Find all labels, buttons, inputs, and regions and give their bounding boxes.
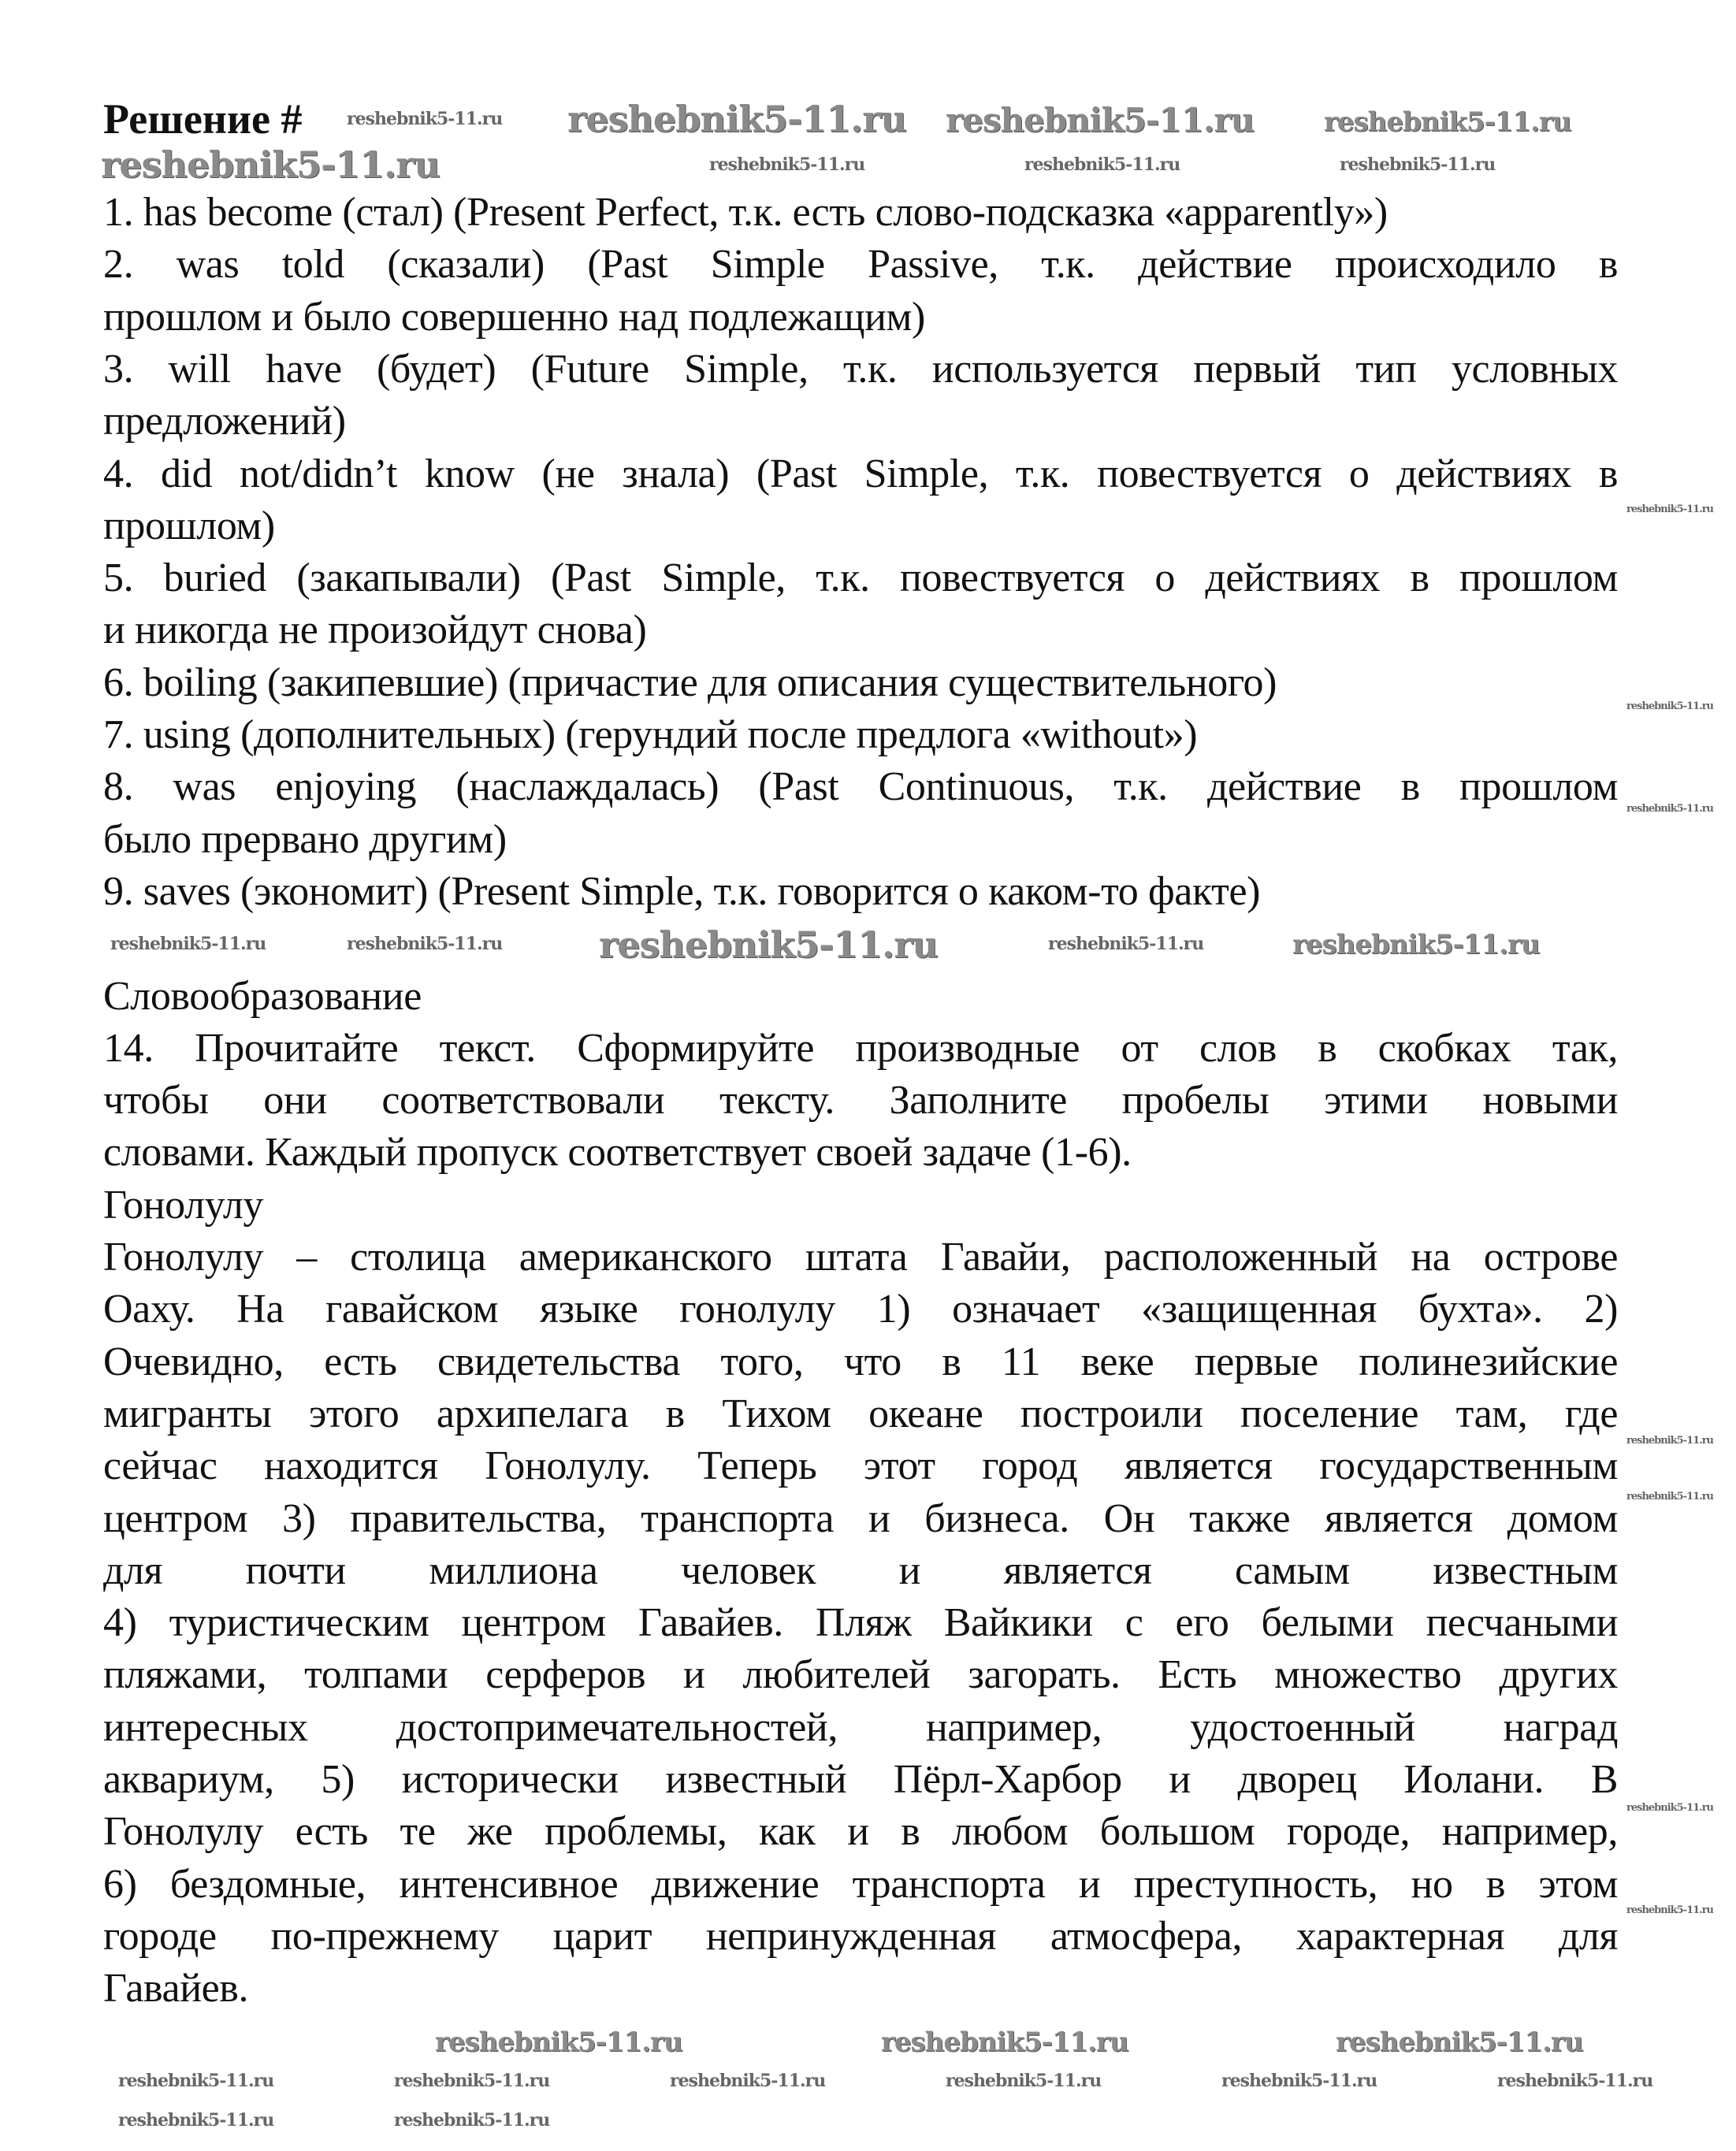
text-line: пляжами, толпами серферов и любителей загорать. Есть множество других bbox=[103, 1652, 1618, 1698]
watermark-logo: reshebnik5-11.ru bbox=[394, 2071, 550, 2091]
watermark-logo: reshebnik5-11.ru bbox=[1024, 154, 1180, 175]
text-line: предложений) bbox=[103, 399, 346, 444]
watermark-logo: reshebnik5-11.ru bbox=[1497, 2071, 1653, 2091]
text-line: сейчас находится Гонолулу. Теперь этот город является государственным bbox=[103, 1443, 1618, 1489]
text-line: 6. boiling (закипевшие) (причастие для описания существительного) bbox=[103, 659, 1277, 705]
watermark-logo: reshebnik5-11.ru bbox=[1324, 106, 1571, 138]
watermark-logo: reshebnik5-11.ru bbox=[394, 2110, 550, 2131]
watermark-logo: reshebnik5-11.ru bbox=[347, 934, 503, 954]
text-line: прошлом) bbox=[103, 503, 275, 548]
text-line: 14. Прочитайте текст. Сформируйте производные от слов в скобках так, bbox=[103, 1025, 1618, 1071]
text-line: и никогда не произойдут снова) bbox=[103, 607, 647, 653]
text-line: Очевидно, есть свидетельства того, что в 11 веке первые полинезийские bbox=[103, 1339, 1618, 1384]
text-line: 8. was enjoying (наслаждалась) (Past Continuous, т.к. действие в прошлом bbox=[103, 764, 1618, 810]
watermark-logo: reshebnik5-11.ru bbox=[709, 154, 865, 175]
text-line: 2. was told (сказали) (Past Simple Passive, т.к. действие происходило в bbox=[103, 242, 1618, 288]
text-line: аквариум, 5) исторически известный Пёрл-Харбор и дворец Иолани. В bbox=[103, 1757, 1618, 1802]
text-line: 6) бездомные, интенсивное движение транспорта и преступность, но в этом bbox=[103, 1861, 1618, 1907]
watermark-logo: reshebnik5-11.ru bbox=[1626, 1491, 1714, 1503]
watermark-logo: reshebnik5-11.ru bbox=[118, 2071, 274, 2091]
text-line: Гонолулу – столица американского штата Гавайи, расположенный на острове bbox=[103, 1235, 1618, 1280]
text-line: 9. saves (экономит) (Present Simple, т.к. говорится о каком-то факте) bbox=[103, 868, 1261, 914]
text-line: 5. buried (закапывали) (Past Simple, т.к. повествуется о действиях в прошлом bbox=[103, 555, 1618, 601]
watermark-logo: reshebnik5-11.ru bbox=[118, 2110, 274, 2131]
text-line: Оаху. На гавайском языке гонолулу 1) означает «защищенная бухта». 2) bbox=[103, 1287, 1618, 1332]
text-line: было прервано другим) bbox=[103, 816, 507, 862]
watermark-logo: reshebnik5-11.ru bbox=[1626, 1904, 1714, 1916]
watermark-logo: reshebnik5-11.ru bbox=[1626, 503, 1714, 515]
text-line: 1. has become (стал) (Present Perfect, т.к. есть слово-подсказка «apparently») bbox=[103, 190, 1388, 235]
text-line: чтобы они соответствовали тексту. Заполните пробелы этими новыми bbox=[103, 1078, 1618, 1124]
watermark-logo: reshebnik5-11.ru bbox=[101, 143, 440, 186]
watermark-logo: reshebnik5-11.ru bbox=[1292, 929, 1540, 960]
watermark-logo: reshebnik5-11.ru bbox=[435, 2027, 682, 2058]
text-line: для почти миллиона человек и является самым известным bbox=[103, 1547, 1618, 1593]
watermark-logo: reshebnik5-11.ru bbox=[567, 98, 906, 140]
watermark-logo: reshebnik5-11.ru bbox=[946, 2071, 1102, 2091]
watermark-logo: reshebnik5-11.ru bbox=[1626, 803, 1714, 815]
solution-heading: Решение # bbox=[103, 95, 303, 143]
watermark-logo: reshebnik5-11.ru bbox=[347, 109, 503, 129]
watermark-logo: reshebnik5-11.ru bbox=[1626, 1802, 1714, 1814]
watermark-logo: reshebnik5-11.ru bbox=[946, 101, 1255, 139]
watermark-logo: reshebnik5-11.ru bbox=[110, 934, 266, 954]
text-line: словами. Каждый пропуск соответствует своей задаче (1-6). bbox=[103, 1130, 1132, 1176]
watermark-logo: reshebnik5-11.ru bbox=[1626, 1435, 1714, 1447]
text-line: 4) туристическим центром Гавайев. Пляж Вайкики с его белыми песчаными bbox=[103, 1600, 1618, 1646]
watermark-logo: reshebnik5-11.ru bbox=[1048, 934, 1204, 954]
watermark-logo: reshebnik5-11.ru bbox=[1336, 2027, 1583, 2058]
text-line: Гавайев. bbox=[103, 1966, 249, 2012]
text-line: 4. did not/didn’t know (не знала) (Past Simple, т.к. повествуется о действиях в bbox=[103, 451, 1618, 496]
text-line: Словообразование bbox=[103, 973, 422, 1019]
text-line: Гонолулу есть те же проблемы, как и в любом большом городе, например, bbox=[103, 1809, 1618, 1855]
watermark-logo: reshebnik5-11.ru bbox=[1221, 2071, 1377, 2091]
watermark-logo: reshebnik5-11.ru bbox=[881, 2027, 1128, 2058]
text-line: мигранты этого архипелага в Тихом океане построили поселение там, где bbox=[103, 1391, 1618, 1436]
watermark-logo: reshebnik5-11.ru bbox=[1626, 700, 1714, 712]
text-line: прошлом и было совершенно над подлежащим) bbox=[103, 294, 925, 340]
text-line: Гонолулу bbox=[103, 1182, 264, 1228]
text-line: городе по-прежнему царит непринужденная атмосфера, характерная для bbox=[103, 1913, 1618, 1959]
text-line: интересных достопримечательностей, например, удостоенный наград bbox=[103, 1704, 1618, 1750]
watermark-logo: reshebnik5-11.ru bbox=[670, 2071, 826, 2091]
watermark-logo: reshebnik5-11.ru bbox=[599, 923, 938, 966]
text-line: центром 3) правительства, транспорта и бизнеса. Он также является домом bbox=[103, 1495, 1618, 1541]
watermark-logo: reshebnik5-11.ru bbox=[1340, 154, 1496, 175]
text-line: 3. will have (будет) (Future Simple, т.к. используется первый тип условных bbox=[103, 346, 1618, 392]
text-line: 7. using (дополнительных) (герундий после предлога «without») bbox=[103, 712, 1198, 757]
